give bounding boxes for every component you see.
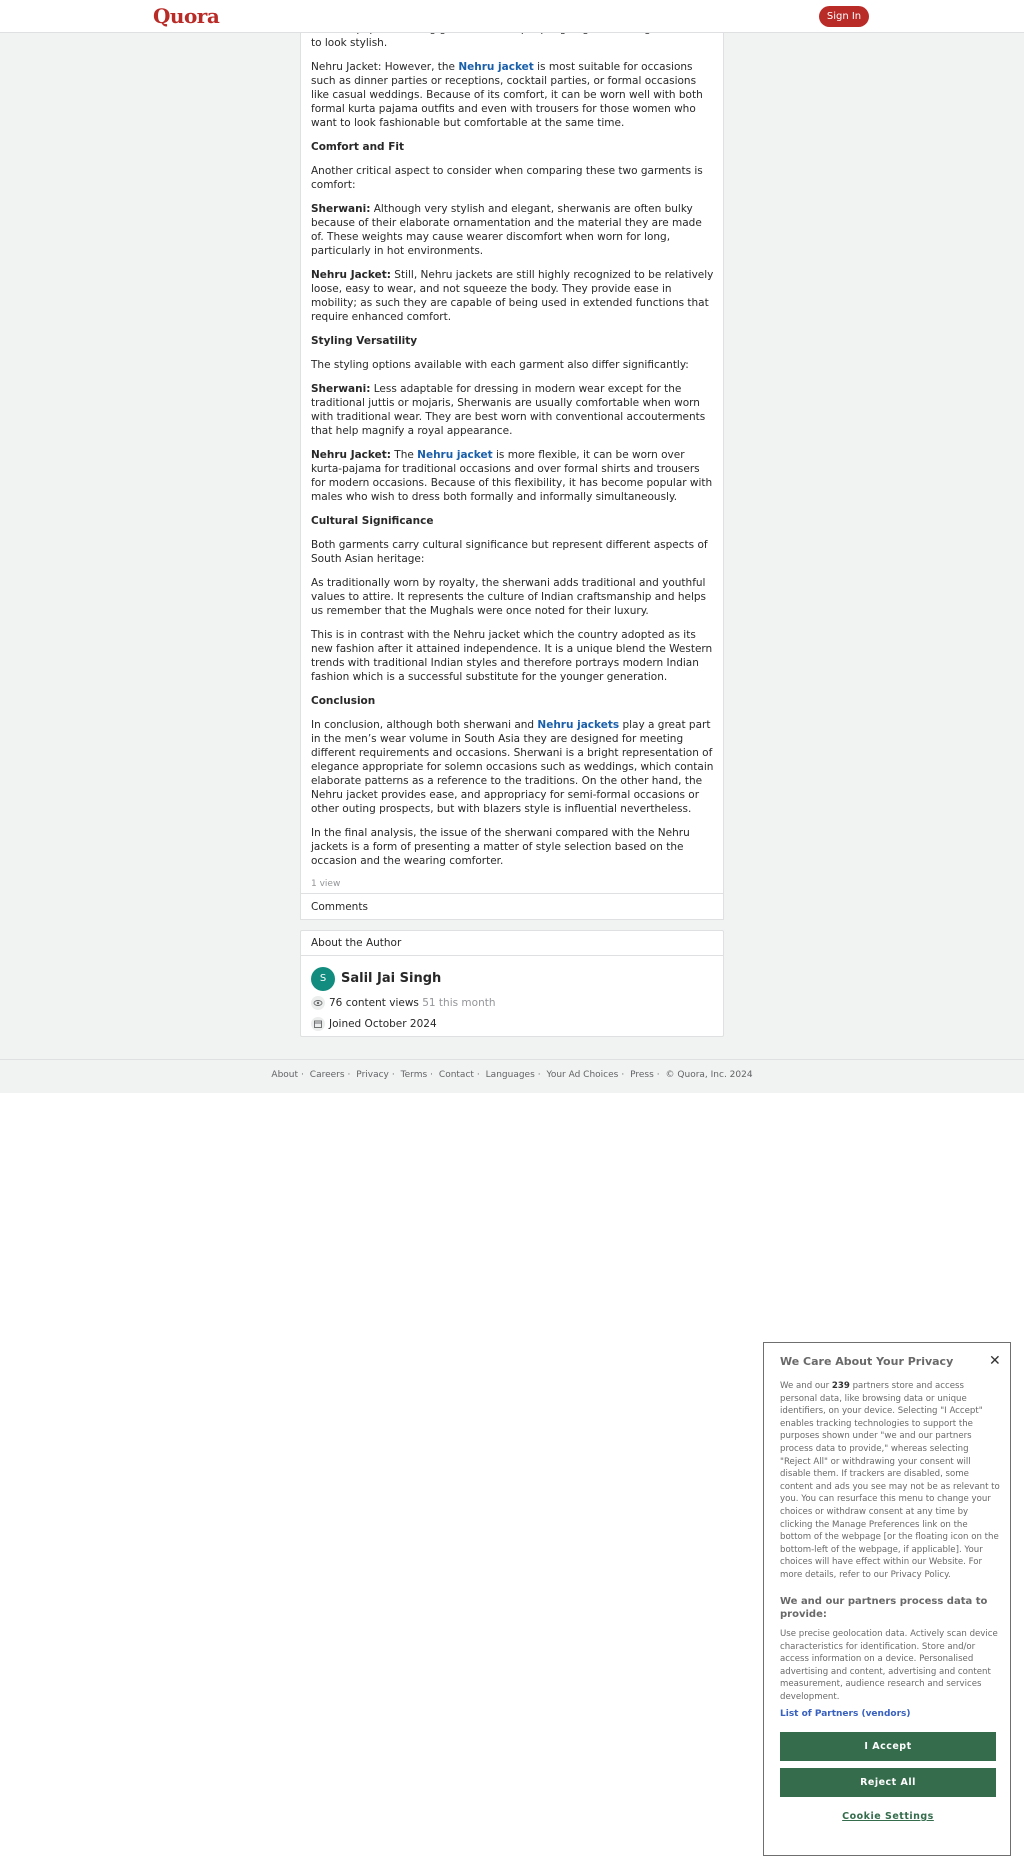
article-paragraph: Another critical aspect to consider when comparing these two garments is comfort: bbox=[311, 165, 703, 191]
close-icon[interactable]: ✕ bbox=[989, 1353, 1001, 1369]
author-card bbox=[300, 930, 724, 1037]
article-paragraph: Sherwani: Less adaptable for dressing in modern wear except for the traditional juttis or mojaris, Sherwanis are usually comfortable when worn with traditional wear. They are best worn with conventional accouterments that help magnify a royal appearance. bbox=[311, 383, 706, 437]
privacy-purposes: Use precise geolocation data. Actively scan device characteristics for identification. Store and/or access information on a device. Personalised advertising and content, advertising and content measurement, audience research and services development. bbox=[780, 1629, 998, 1702]
footer-link-about[interactable]: About bbox=[271, 1070, 299, 1080]
accept-button[interactable]: I Accept bbox=[780, 1732, 996, 1761]
article-paragraph: The styling options available with each garment also differ significantly: bbox=[311, 359, 689, 371]
avatar[interactable]: S bbox=[311, 967, 335, 991]
author-section-label: About the Author bbox=[311, 937, 402, 949]
comments-section[interactable] bbox=[300, 893, 724, 920]
reject-all-button[interactable]: Reject All bbox=[780, 1768, 996, 1797]
footer-link-press[interactable]: Press bbox=[630, 1070, 654, 1080]
nehru-jackets-link[interactable]: Nehru jackets bbox=[537, 719, 620, 731]
view-count: 1 view bbox=[311, 879, 341, 889]
calendar-icon bbox=[311, 1017, 325, 1031]
footer-copyright: © Quora, Inc. 2024 bbox=[665, 1070, 753, 1080]
joined-row: Joined October 2024 bbox=[311, 1017, 437, 1032]
partners-list-link[interactable]: List of Partners (vendors) bbox=[780, 1709, 911, 1719]
content-views-row: 76 content views 51 this month bbox=[311, 996, 496, 1011]
comments-label: Comments bbox=[311, 901, 368, 913]
article-paragraph: Sherwani: Although very stylish and elegant, sherwanis are often bulky because of their elaborate ornamentation and the material they are made of. These weights may cause wearer discomfort when worn for long, particularly in hot environments. bbox=[311, 203, 702, 257]
footer-link-ad-choices[interactable]: Your Ad Choices bbox=[546, 1070, 619, 1080]
footer-link-privacy[interactable]: Privacy bbox=[356, 1070, 389, 1080]
article-paragraph: Both garments carry cultural significance but represent different aspects of South Asian heritage: bbox=[311, 539, 708, 565]
article-paragraph: to look stylish. bbox=[311, 37, 388, 49]
article-paragraph: Nehru Jacket: Still, Nehru jackets are still highly recognized to be relatively loose, easy to wear, and not squeeze the body. They provide ease in mobility; as such they are capable of being used in extended functions that require enhanced comfort. bbox=[311, 269, 714, 323]
footer bbox=[0, 1059, 1024, 1093]
sign-in-button[interactable]: Sign In bbox=[819, 6, 869, 27]
article-paragraph: Nehru Jacket: However, the Nehru jacket is most suitable for occasions such as dinner parties or receptions, cocktail parties, or formal occasions like casual weddings. Because of its comfort, it can be worn well with both formal kurta pajama outfits and even with trousers for those women who want to look fashionable but comfortable at the same time. bbox=[311, 61, 703, 129]
article-paragraph: In the final analysis, the issue of the sherwani compared with the Nehru jackets is a form of presenting a matter of style selection based on the occasion and the wearing comforter. bbox=[311, 827, 690, 867]
eye-icon bbox=[311, 996, 325, 1010]
author-name[interactable]: Salil Jai Singh bbox=[341, 971, 442, 986]
cookie-settings-link[interactable]: Cookie Settings bbox=[842, 1811, 934, 1822]
quora-logo[interactable]: Quora bbox=[153, 4, 220, 28]
footer-link-careers[interactable]: Careers bbox=[309, 1070, 345, 1080]
footer-links: About · Careers · Privacy · Terms · Contact · Languages · Your Ad Choices · Press · © Quora, Inc. 2024 bbox=[271, 1070, 753, 1080]
section-heading-cultural: Cultural Significance bbox=[311, 515, 434, 527]
nehru-jacket-link[interactable]: Nehru jacket bbox=[417, 449, 493, 461]
privacy-subheading: We and our partners process data to provide: bbox=[780, 1596, 988, 1620]
section-heading-styling: Styling Versatility bbox=[311, 335, 418, 347]
top-header bbox=[0, 0, 1024, 33]
privacy-title: We Care About Your Privacy bbox=[780, 1355, 954, 1368]
article-content bbox=[311, 22, 716, 878]
article-paragraph: In conclusion, although both sherwani and Nehru jackets play a great part in the men’s wear volume in South Asia they are designed for meeting different requirements and occasions. Sherwani is a bright representation of elegance appropriate for solemn occasions such as weddings, which contain elaborate patterns as a reference to the traditions. On the other hand, the Nehru jacket provides ease, and appropriacy for semi-formal occasions or other outing prospects, but with blazers style is influential nevertheless. bbox=[311, 719, 714, 815]
author-card-header bbox=[301, 931, 723, 956]
article-paragraph: As traditionally worn by royalty, the sherwani adds traditional and youthful values to attire. It represents the culture of Indian craftsmanship and helps us remember that the Mughals were once noted for their luxury. bbox=[311, 577, 707, 617]
footer-link-languages[interactable]: Languages bbox=[485, 1070, 535, 1080]
footer-link-contact[interactable]: Contact bbox=[438, 1070, 474, 1080]
footer-link-terms[interactable]: Terms bbox=[400, 1070, 428, 1080]
partners-count: 239 bbox=[831, 1381, 850, 1391]
section-heading-conclusion: Conclusion bbox=[311, 695, 376, 707]
article-paragraph: Nehru Jacket: The Nehru jacket is more flexible, it can be worn over kurta-pajama for traditional occasions and over formal shirts and trousers for modern occasions. Because of this flexibility, it has become popular with males who wish to dress both formally and informally simultaneously. bbox=[311, 449, 713, 503]
privacy-consent-dialog bbox=[763, 1342, 1011, 1856]
privacy-description: We and our 239 partners store and access personal data, like browsing data or unique identifiers, on your device. Selecting "I Accept" enables tracking technologies to support the purposes shown under "we and our partners process data to provide," whereas selecting "Reject All" or withdrawing your consent will disable them. If trackers are disabled, some content and ads you see may not be as relevant to you. You can resurface this menu to change your choices or withdraw consent at any time by clicking the Manage Preferences link on the bottom of the webpage [or the floating icon on the bottom-left of the webpage, if applicable]. Your choices will have effect within our Website. For more details, refer to our Privacy Policy. bbox=[780, 1381, 1000, 1580]
section-heading-comfort: Comfort and Fit bbox=[311, 141, 405, 153]
article-paragraph: This is in contrast with the Nehru jacket which the country adopted as its new fashion after it attained independence. It is a unique blend the Western trends with traditional Indian styles and therefore portrays modern Indian fashion which is a successful substitute for the younger generation. bbox=[311, 629, 713, 683]
nehru-jacket-link[interactable]: Nehru jacket bbox=[458, 61, 534, 73]
